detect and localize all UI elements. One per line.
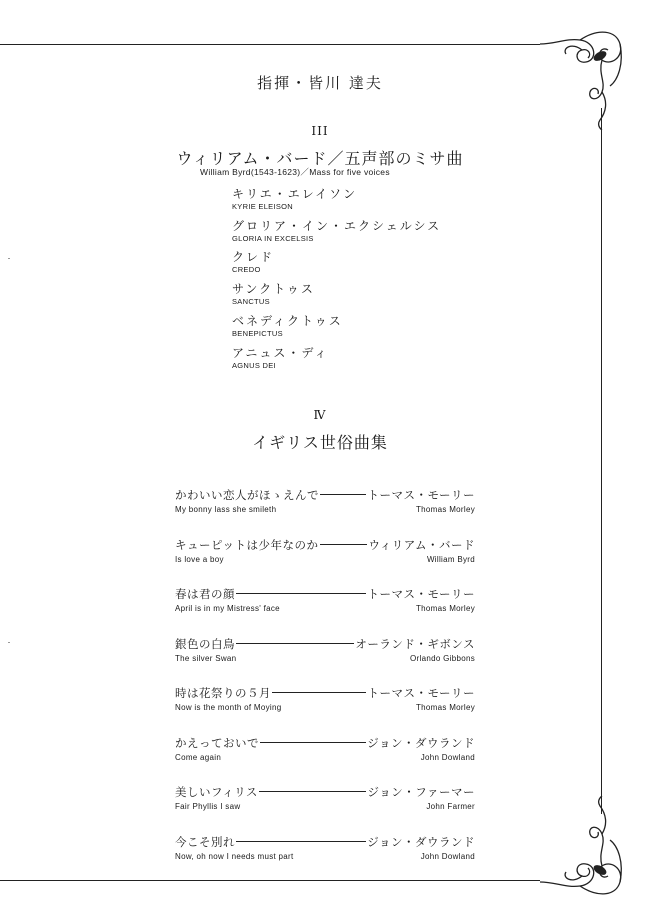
mass-movement [232,250,274,275]
song-title-ja: かえっておいで [175,735,259,750]
section-number-iii: III [311,124,329,138]
song-title-ja: 時は花祭りの５月 [175,685,271,700]
collection-title: イギリス世俗曲集 [252,433,388,452]
song-entry [175,834,475,861]
leader-dash [320,544,368,545]
mass-movement [232,282,315,307]
leader-dash [236,841,366,842]
song-title-ja: キューピットは少年なのか [175,537,319,552]
movement-title-ja: グロリア・イン・エクシェルシス [232,219,442,233]
composer-en: William Byrd [426,555,475,564]
mass-movement [232,314,343,339]
movement-title-en: BENEPICTUS [232,329,283,338]
song-entry [175,636,475,663]
song-title-en: Now, oh now I needs must part [175,852,294,861]
movement-title-ja: クレド [232,250,275,264]
composer-en: John Dowland [420,852,475,861]
edge-mark [8,642,10,643]
composer-ja: トーマス・モーリー [367,586,475,601]
movement-title-en: AGNUS DEI [232,361,276,370]
mass-movement [232,187,357,212]
movement-title-ja: アニュス・ディ [232,346,329,360]
bottom-corner-ornament [536,796,626,906]
leader-dash [236,593,366,594]
mass-title: ウィリアム・バード／五声部のミサ曲 [176,149,464,168]
composer-ja: ジョン・ダウランド [367,735,475,750]
composer-en: Thomas Morley [415,703,475,712]
song-title-en: Fair Phyllis I saw [175,802,241,811]
song-title-en: Is love a boy [175,555,224,564]
composer-en: John Farmer [426,802,475,811]
composer-ja: ウィリアム・バード [368,537,475,552]
composer-ja: オーランド・ギボンス [355,636,475,651]
song-title-ja: 銀色の白鳥 [175,636,235,651]
song-title-en: The silver Swan [175,654,237,663]
song-title-en: Come again [175,753,222,762]
leader-dash [236,643,354,644]
leader-dash [260,742,366,743]
song-entry [175,586,475,613]
frame-right-line [601,108,602,814]
leader-dash [259,791,367,792]
movement-title-en: GLORIA IN EXCELSIS [232,234,314,243]
song-title-ja: かわいい恋人がほゝえんで [175,487,319,502]
section-number-iv: Ⅳ [313,408,327,422]
top-corner-ornament [536,20,626,130]
edge-mark [8,258,10,259]
song-title-ja: 春は君の顔 [175,586,235,601]
movement-title-en: KYRIE ELEISON [232,202,294,211]
composer-ja: トーマス・モーリー [367,685,475,700]
composer-en: Thomas Morley [415,604,475,613]
composer-ja: トーマス・モーリー [367,487,475,502]
leader-dash [320,494,366,495]
song-entry [175,735,475,762]
movement-title-en: CREDO [232,265,261,274]
song-title-en: My bonny lass she smileth [175,505,277,514]
song-entry [175,685,475,712]
leader-dash [272,692,366,693]
conductor-credit: 指揮・皆川 達夫 [257,74,383,92]
song-entry [175,784,475,811]
frame-bottom-line [0,880,540,881]
movement-title-en: SANCTUS [232,297,270,306]
song-title-en: Now is the month of Moying [175,703,282,712]
song-title-en: April is in my Mistress' face [175,604,280,613]
composer-en: Orlando Gibbons [410,654,475,663]
movement-title-ja: サンクトゥス [232,282,315,296]
composer-en: Thomas Morley [415,505,475,514]
mass-subtitle: William Byrd(1543-1623)／Mass for five voices [200,167,390,177]
song-entry [175,537,475,564]
composer-ja: ジョン・ファーマー [367,784,475,799]
frame-top-line [0,44,540,45]
song-entry [175,487,475,514]
song-title-ja: 美しいフィリス [175,784,258,799]
movement-title-ja: ベネディクトゥス [232,314,343,328]
song-title-ja: 今こそ別れ [175,834,235,849]
movement-title-ja: キリエ・エレイソン [232,187,358,201]
composer-en: John Dowland [420,753,475,762]
mass-movement [232,346,328,371]
composer-ja: ジョン・ダウランド [367,834,475,849]
mass-movement [232,219,441,244]
